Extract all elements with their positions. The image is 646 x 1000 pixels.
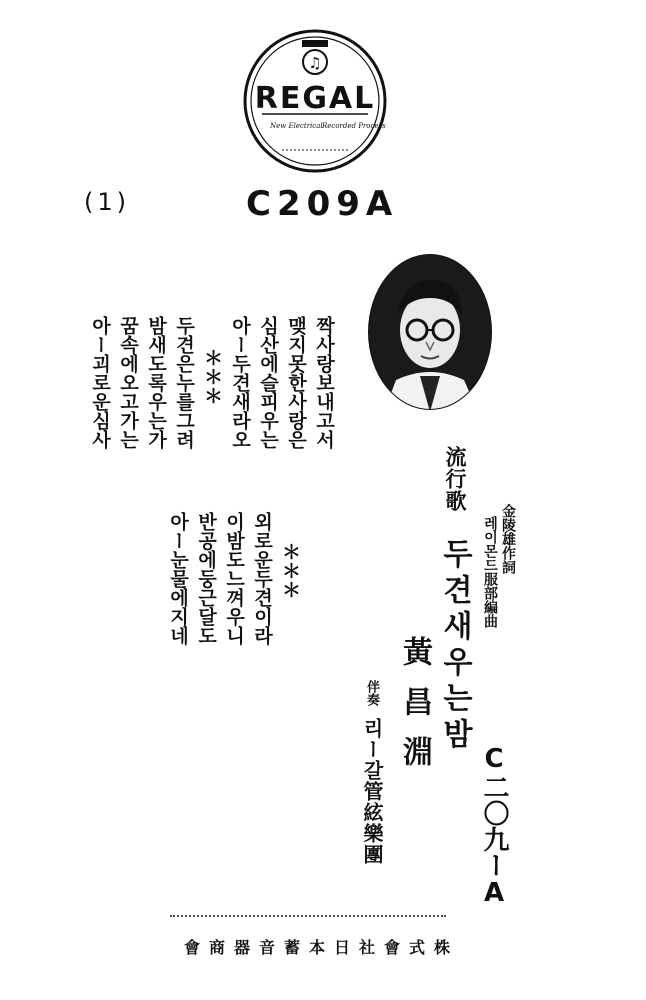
song-title: 두견새우는밤 xyxy=(437,538,472,754)
singer-name: 黃昌淵 xyxy=(397,636,432,786)
accompaniment: 리ー갈管絃樂團 xyxy=(360,718,384,865)
catalog-number: C209A xyxy=(246,184,399,224)
lyric-line: 아ー눈물에지네 xyxy=(167,512,189,645)
lyric-line: 꿈속에오고가는 xyxy=(117,316,139,449)
lyric-line: 심산에슬피우는 xyxy=(257,316,279,449)
lyric-line: 외로운두견이라 xyxy=(251,512,273,645)
lyric-separator: ＊＊＊ xyxy=(279,542,301,599)
accompaniment-label: 伴奏 xyxy=(364,680,379,706)
lyric-line: 반공에둥근달도 xyxy=(195,512,217,645)
lyric-line: 두견은누를그려 xyxy=(173,316,195,449)
logo-brand: REGAL xyxy=(254,81,376,116)
singer-portrait xyxy=(366,252,494,412)
lyric-line: 밤새도록우는가 xyxy=(145,316,167,449)
lyric-line: 아ー두견새라오 xyxy=(229,316,251,449)
company-name: 會商器音蓄本日社會式株 xyxy=(184,938,460,957)
composer-credit: 레이몬드服部編曲 xyxy=(482,516,498,628)
lyric-line: 아ー괴로운심사 xyxy=(89,316,111,449)
catalog-number-vertical: C二〇九ーA xyxy=(479,744,509,908)
lyric-line: 이밤도느껴우니 xyxy=(223,512,245,645)
lyricist-credit: 金陵雄作詞 xyxy=(500,504,516,574)
logo-small-right: Recorded Process xyxy=(322,122,386,130)
song-genre: 流行歌 xyxy=(443,446,468,512)
lyric-line: 맺지못한사랑은 xyxy=(285,316,307,449)
footer-dotted-rule xyxy=(170,915,446,917)
logo-top-plate xyxy=(302,40,328,47)
regal-logo xyxy=(242,28,388,174)
svg-text:♫: ♫ xyxy=(308,54,322,72)
logo-small-left: New Electrical xyxy=(270,122,323,130)
lyric-separator: ＊＊＊ xyxy=(201,348,223,405)
side-number: (1) xyxy=(84,188,130,216)
lyric-line: 짝사랑보내고서 xyxy=(313,316,335,449)
